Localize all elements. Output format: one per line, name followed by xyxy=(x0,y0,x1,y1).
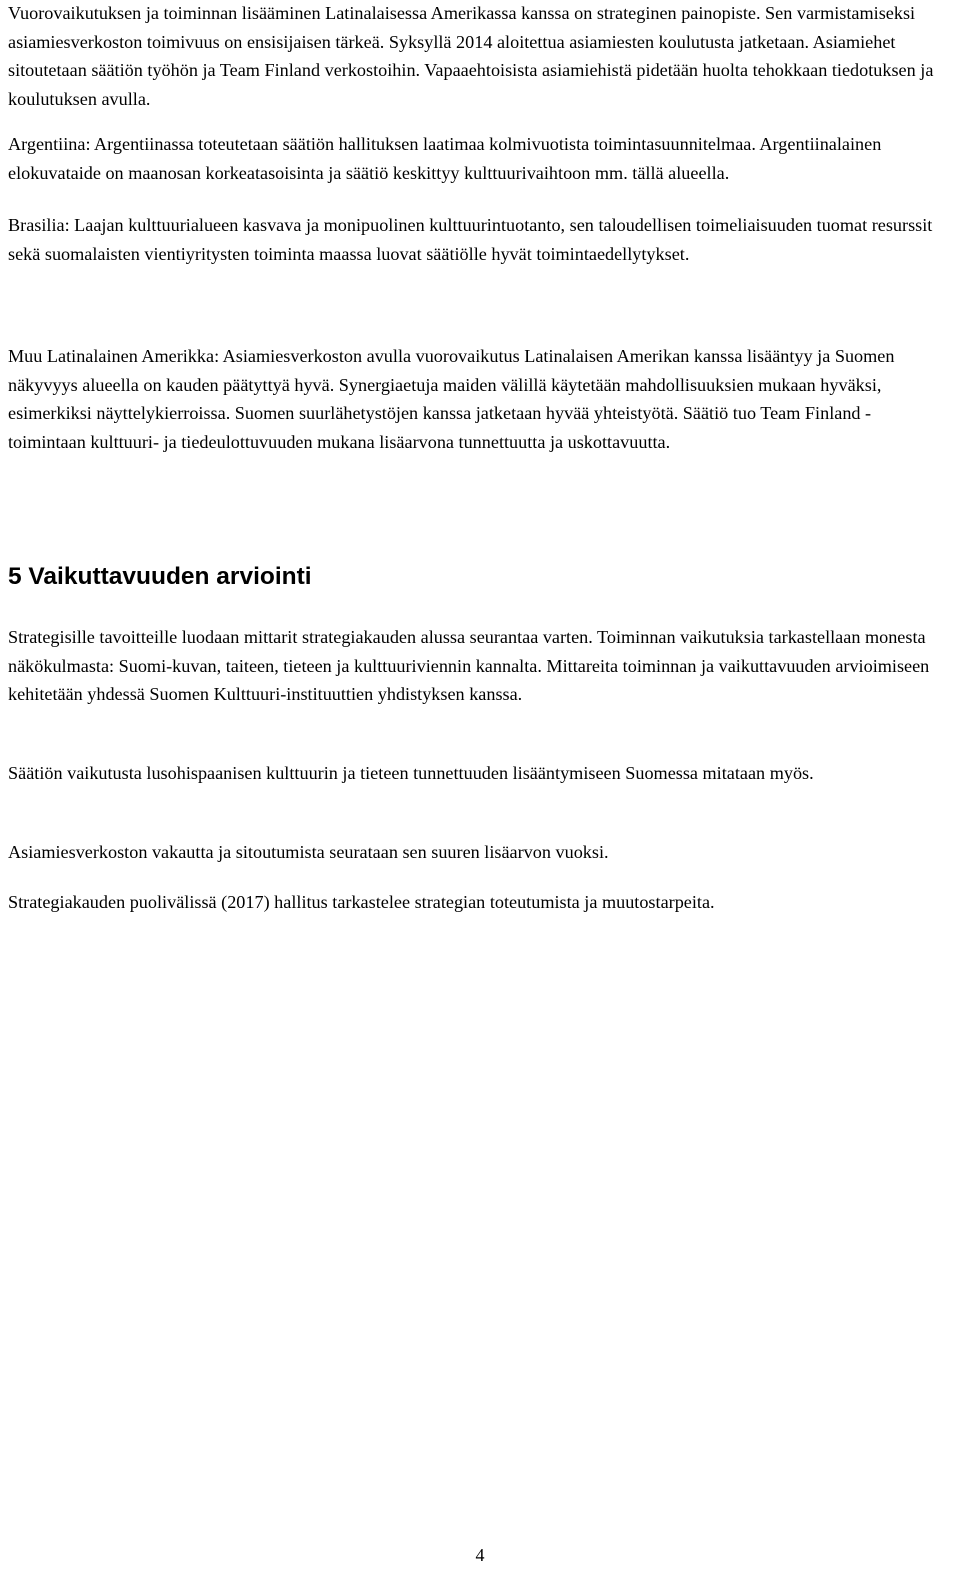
paragraph-other-latin-america: Muu Latinalainen Amerikka: Asiamiesverkoston avulla vuorovaikutus Latinalaisen Amerikan kanssa lisääntyy ja Suomen näkyvyys alueella on kauden päätyttyä hyvä. Synergiaetuja maiden välillä käytetään mahdollisuuksien mukaan hyväksi, esimerkiksi näyttelykierroissa. Suomen suurlähetystöjen kanssa jatketaan hyvää yhteistyötä. Säätiö tuo Team Finland -toimintaan kulttuuri- ja tiedeulottuvuuden mukana lisäarvona tunnettuutta ja uskottavuutta. xyxy=(8,346,895,452)
page-number: 4 xyxy=(475,1545,485,1565)
paragraph-midterm-review: Strategiakauden puolivälissä (2017) hallitus tarkastelee strategian toteutumista ja muutostarpeita. xyxy=(8,892,715,912)
paragraph-brazil: Brasilia: Laajan kulttuurialueen kasvava ja monipuolinen kulttuurintuotanto, sen taloudellisen toimeliaisuuden tuomat resurssit sekä suomalaisten vientiyritysten toiminta maassa luovat säätiölle hyvät toimintaedellytykset. xyxy=(8,215,933,264)
paragraph-metrics: Strategisille tavoitteille luodaan mittarit strategiakauden alussa seurantaa varten. Toiminnan vaikutuksia tarkastellaan monesta näkökulmasta: Suomi-kuvan, taiteen, tieteen ja kulttuuriviennin kannalta. Mittareita toiminnan ja vaikuttavuuden arvioimiseen kehitetään yhdessä Suomen Kulttuuri-instituuttien yhdistyksen kanssa. xyxy=(8,627,930,705)
paragraph-impact-measurement: Säätiön vaikutusta lusohispaanisen kulttuurin ja tieteen tunnettuuden lisääntymiseen Suomessa mitataan myös. xyxy=(8,763,814,783)
paragraph-argentina: Argentiina: Argentiinassa toteutetaan säätiön hallituksen laatimaa kolmivuotista toimintasuunnitelmaa. Argentiinalainen elokuvataide on maanosan korkeatasoisinta ja säätiö keskittyy kulttuurivaihtoon mm. tällä alueella. xyxy=(8,134,882,183)
paragraph-network-monitoring: Asiamiesverkoston vakautta ja sitoutumista seurataan sen suuren lisäarvon vuoksi. xyxy=(8,842,609,862)
section-heading: 5 Vaikuttavuuden arviointi xyxy=(8,563,312,590)
paragraph-latin-america-interaction: Vuorovaikutuksen ja toiminnan lisääminen Latinalaisessa Amerikassa kanssa on strateginen painopiste. Sen varmistamiseksi asiamiesverkoston toimivuus on ensisijaisen tärkeä. Syksyllä 2014 aloitettua asiamiesten koulutusta jatketaan. Asiamiehet sitoutetaan säätiön työhön ja Team Finland verkostoihin. Vapaaehtoisista asiamiehistä pidetään huolta tehokkaan tiedotuksen ja koulutuksen avulla. xyxy=(8,3,934,109)
